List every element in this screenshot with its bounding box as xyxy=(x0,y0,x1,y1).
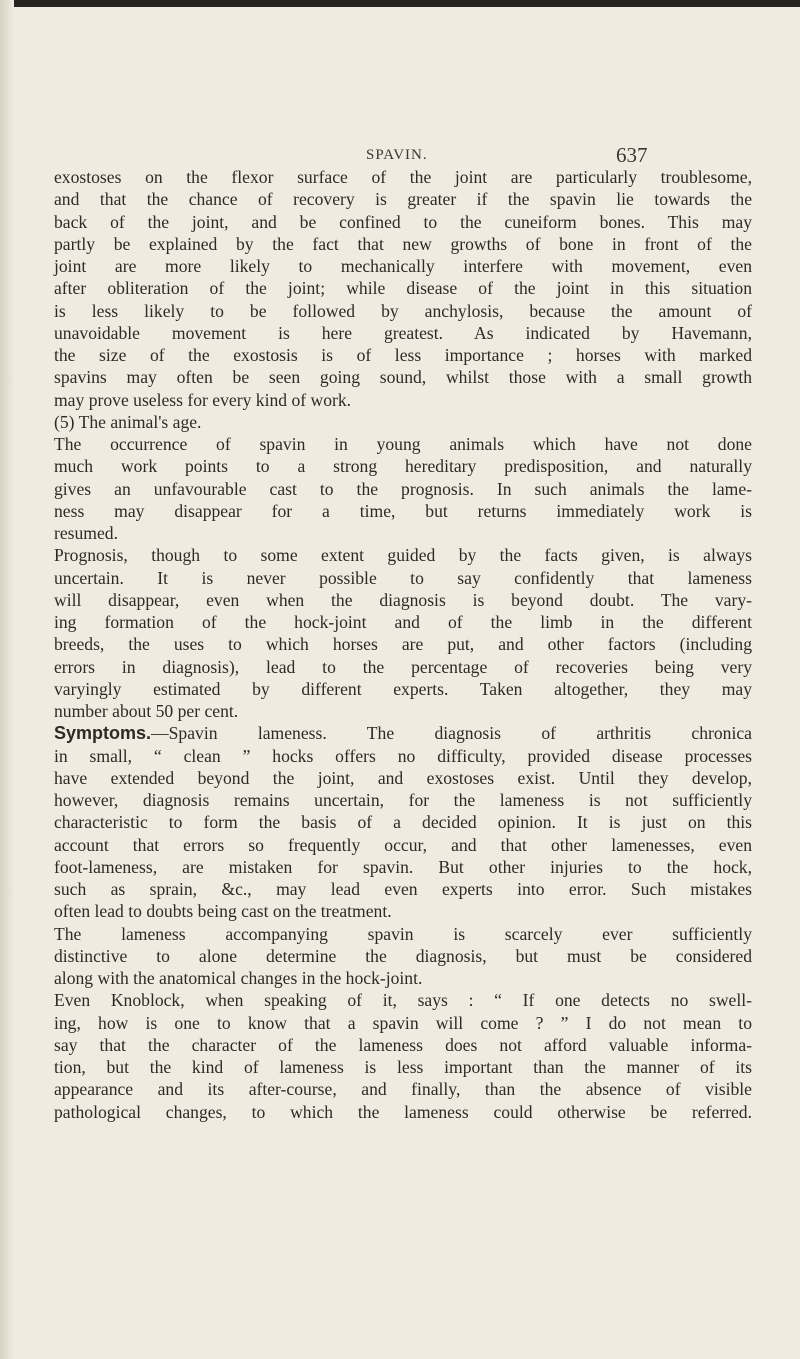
text-line: tion, but the kind of lameness is less important than the manner of its xyxy=(54,1057,752,1077)
text-line: in small, “ clean ” hocks offers no difficulty, provided disease processes xyxy=(54,745,752,766)
text-line: ness may disappear for a time, but returns immediately work is xyxy=(54,500,752,521)
top-edge-rule xyxy=(0,0,800,7)
text-line: may prove useless for every kind of work. xyxy=(54,389,352,410)
text-line: and that the chance of recovery is greater if the spavin lie towards the xyxy=(54,189,752,210)
text-line: exostoses on the flexor surface of the joint are particularly troublesome, xyxy=(54,167,752,187)
text-line: back of the joint, and be confined to the cuneiform bones. This may xyxy=(54,211,752,232)
text-line: account that errors so frequently occur, and that other lamenesses, even xyxy=(54,834,752,855)
text-line: errors in diagnosis), lead to the percentage of recoveries being very xyxy=(54,656,752,677)
text-line: spavins may often be seen going sound, whilst those with a small growth xyxy=(54,367,752,388)
text-line: have extended beyond the joint, and exostoses exist. Until they develop, xyxy=(54,767,752,788)
text-line: such as sprain, &c., may lead even experts into error. Such mistakes xyxy=(54,879,752,899)
running-head: SPAVIN. xyxy=(366,147,428,163)
symptoms-line xyxy=(54,722,752,744)
text-line: varyingly estimated by different experts. Taken altogether, they may xyxy=(54,678,752,699)
text-line: Prognosis, though to some extent guided by the facts given, is always xyxy=(54,545,752,566)
text-line: the size of the exostosis is of less importance ; horses with marked xyxy=(54,345,752,365)
text-line: distinctive to alone determine the diagnosis, but must be considered xyxy=(54,945,752,966)
text-line: however, diagnosis remains uncertain, for the lameness is not sufficiently xyxy=(54,790,752,810)
text-line: much work points to a strong hereditary predisposition, and naturally xyxy=(54,456,752,477)
text-line: often lead to doubts being cast on the treatment. xyxy=(54,901,392,922)
text-line: ing, how is one to know that a spavin will come ? ” I do not mean to xyxy=(54,1012,752,1033)
text-line: ing formation of the hock-joint and of the limb in the different xyxy=(54,612,752,632)
text-line: partly be explained by the fact that new growths of bone in front of the xyxy=(54,233,752,254)
text-line: along with the anatomical changes in the hock-joint. xyxy=(54,968,423,988)
text-line: joint are more likely to mechanically interfere with movement, even xyxy=(54,256,752,276)
text-line: uncertain. It is never possible to say confidently that lameness xyxy=(54,567,752,588)
text-line: after obliteration of the joint; while disease of the joint in this situation xyxy=(54,278,752,299)
text-line: characteristic to form the basis of a decided opinion. It is just on this xyxy=(54,812,752,833)
text-line: say that the character of the lameness does not afford valuable informa- xyxy=(54,1034,752,1055)
text-line: number about 50 per cent. xyxy=(54,701,239,721)
page-number: 637 xyxy=(616,143,648,167)
text-line: is less likely to be followed by anchylosis, because the amount of xyxy=(54,300,752,321)
text-line: foot-lameness, are mistaken for spavin. But other injuries to the hock, xyxy=(54,856,752,877)
section-heading: Symptoms. xyxy=(54,723,152,744)
text-line: unavoidable movement is here greatest. As indicated by Havemann, xyxy=(54,322,752,343)
text-line: Even Knoblock, when speaking of it, says : “ If one detects no swell- xyxy=(54,990,752,1011)
symptoms-line-text: —Spavin lameness. The diagnosis of arthritis chronica xyxy=(151,723,752,744)
text-line: gives an unfavourable cast to the prognosis. In such animals the lame- xyxy=(54,478,752,499)
text-line: The lameness accompanying spavin is scarcely ever sufficiently xyxy=(54,923,752,944)
text-line: (5) The animal's age. xyxy=(54,411,202,432)
text-line: appearance and its after-course, and finally, than the absence of visible xyxy=(54,1079,752,1100)
text-line: resumed. xyxy=(54,523,119,543)
text-line: will disappear, even when the diagnosis is beyond doubt. The vary- xyxy=(54,589,752,610)
text-line: The occurrence of spavin in young animals which have not done xyxy=(54,434,752,454)
page-gutter-shadow xyxy=(0,0,14,1359)
text-line: pathological changes, to which the lameness could otherwise be referred. xyxy=(54,1101,752,1122)
text-line: breeds, the uses to which horses are put, and other factors (including xyxy=(54,634,752,655)
body-text xyxy=(54,166,752,1123)
